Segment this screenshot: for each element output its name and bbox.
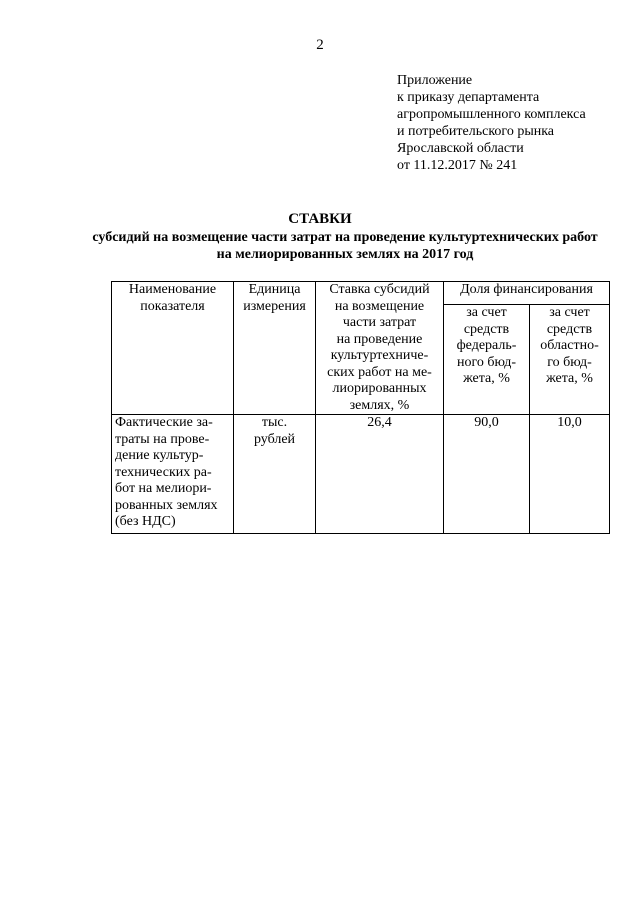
header-rate: Ставка субсидий на возмещение части затрат на проведение культуртехниче- ских работ на ме- лиорированных землях, %	[316, 282, 444, 415]
rates-table	[111, 281, 610, 534]
document-title: СТАВКИ	[288, 211, 352, 227]
appendix-line: к приказу департамента	[397, 90, 540, 105]
cell-name: Фактические за- траты на прове- дение культур- технических ра- бот на мелиори- рованных землях (без НДС)	[112, 415, 234, 534]
cell-federal: 90,0	[444, 415, 530, 534]
cell-regional: 10,0	[530, 415, 610, 534]
page-number: 2	[316, 37, 324, 53]
header-row	[112, 282, 610, 305]
cell-unit: тыс. рублей	[234, 415, 316, 534]
header-federal: за счет средств федераль- ного бюд- жета, %	[444, 305, 530, 415]
appendix-line: и потребительского рынка	[397, 124, 555, 139]
appendix-line: Ярославской области	[397, 141, 524, 156]
appendix-line: агропромышленного комплекса	[397, 107, 586, 122]
header-unit: Единица измерения	[234, 282, 316, 415]
document-subtitle: субсидий на возмещение части затрат на проведение культуртехнических работ на мелиорированных землях на 2017 год	[92, 230, 598, 262]
header-share: Доля финансирования	[444, 282, 610, 305]
table-row	[112, 415, 610, 534]
header-regional: за счет средств областно- го бюд- жета, %	[530, 305, 610, 415]
cell-rate: 26,4	[316, 415, 444, 534]
appendix-line: Приложение	[397, 73, 473, 88]
appendix-line: от 11.12.2017 № 241	[397, 158, 518, 173]
header-name: Наименование показателя	[112, 282, 234, 415]
appendix-block	[397, 72, 627, 174]
